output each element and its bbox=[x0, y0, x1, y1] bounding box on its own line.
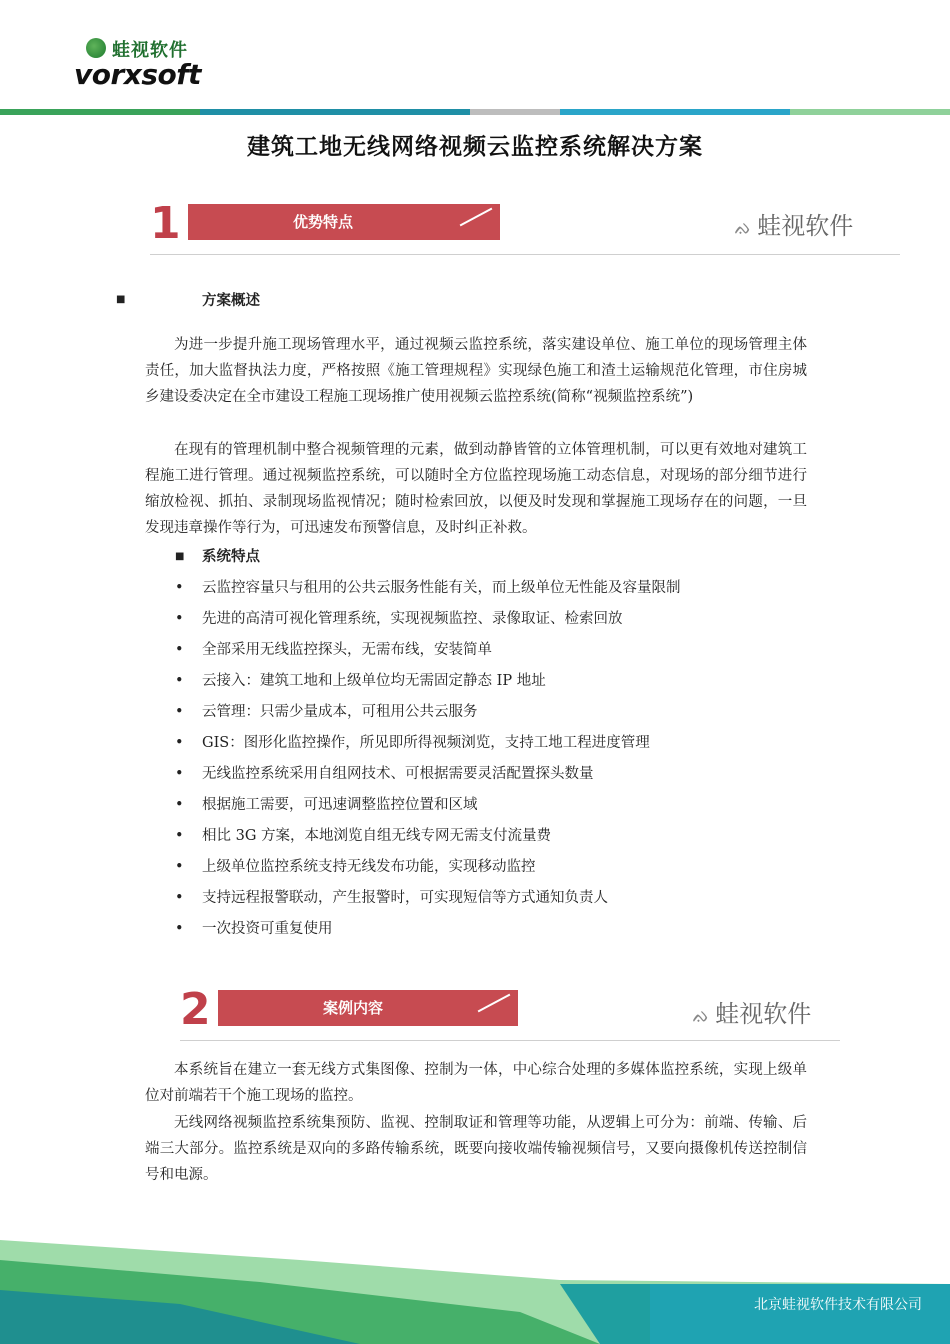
section-divider bbox=[150, 254, 900, 255]
overview-paragraph-1: 为进一步提升施工现场管理水平，通过视频云监控系统，落实建设单位、施工单位的现场管理主体责任，加大监督执法力度，严格按照《施工管理规程》实现绿色施工和渣土运输规范化管理，市住房城乡建设委决定在全市建设工程施工现场推广使用视频云监控系统(简称“视频监控系统”) bbox=[145, 337, 807, 405]
section-label: 优势特点 bbox=[292, 213, 353, 231]
overview-heading-row bbox=[116, 289, 260, 309]
section-brand: ᨁ 蛙视软件 bbox=[692, 1000, 812, 1028]
features-heading: 系统特点 bbox=[202, 548, 260, 565]
section-brand: ᨁ 蛙视软件 bbox=[734, 212, 854, 240]
section-label: 案例内容 bbox=[322, 999, 383, 1017]
square-bullet-icon: ■ bbox=[116, 294, 126, 305]
section-label-bar bbox=[218, 990, 518, 1026]
bullet-icon: • bbox=[175, 797, 184, 813]
bullet-icon: • bbox=[175, 735, 184, 751]
section-number: 1 bbox=[150, 198, 181, 249]
case-paragraph-2: 无线网络视频监控系统集预防、监视、控制取证和管理等功能，从逻辑上可分为：前端、传输、后端三大部分。监控系统是双向的多路传输系统，既要向接收端传输视频信号，又要向摄像机传送控制信号和电源。 bbox=[145, 1115, 807, 1183]
logo-chinese-text: 蛙视软件 bbox=[112, 40, 188, 61]
wechat-icon: ᨁ bbox=[692, 1006, 710, 1027]
bullet-icon: • bbox=[175, 642, 184, 658]
bullet-icon: • bbox=[175, 859, 184, 875]
square-bullet-icon: ■ bbox=[175, 551, 185, 562]
overview-heading: 方案概述 bbox=[202, 292, 260, 309]
globe-icon bbox=[86, 38, 106, 58]
footer-wave-graphic bbox=[0, 1220, 950, 1344]
section-divider bbox=[180, 1040, 840, 1041]
bullet-icon: • bbox=[175, 828, 184, 844]
section-label-bar bbox=[188, 204, 500, 240]
wechat-icon: ᨁ bbox=[734, 218, 752, 239]
bullet-icon: • bbox=[175, 766, 184, 782]
section-header-case bbox=[180, 984, 840, 1044]
document-title: 建筑工地无线网络视频云监控系统解决方案 bbox=[247, 133, 703, 160]
overview-paragraph-2: 在现有的管理机制中整合视频管理的元素，做到动静皆管的立体管理机制，可以更有效地对建筑工程施工进行管理。通过视频监控系统，可以随时全方位监控现场施工动态信息，对现场的部分细节进行缩放检视、抓拍、录制现场监视情况；随时检索回放，以便及时发现和掌握施工现场存在的问题，一旦发现违章操作等行为，可迅速发布预警信息，及时纠正补救。 bbox=[145, 442, 807, 536]
bullet-icon: • bbox=[175, 890, 184, 906]
company-logo bbox=[72, 32, 222, 92]
bullet-icon: • bbox=[175, 704, 184, 720]
bullet-icon: • bbox=[175, 611, 184, 627]
case-paragraph-1: 本系统旨在建立一套无线方式集图像、控制为一体，中心综合处理的多媒体监控系统，实现上级单位对前端若干个施工现场的监控。 bbox=[145, 1062, 807, 1104]
bullet-icon: • bbox=[175, 673, 184, 689]
header-color-stripe bbox=[0, 109, 950, 115]
section-number: 2 bbox=[180, 984, 211, 1035]
logo-english-text: vorxsoft bbox=[74, 58, 201, 91]
footer-company-name: 北京蛙视软件技术有限公司 bbox=[754, 1297, 922, 1313]
bullet-icon: • bbox=[175, 921, 184, 937]
bullet-icon: • bbox=[175, 580, 184, 596]
section-header-advantages bbox=[150, 198, 900, 258]
